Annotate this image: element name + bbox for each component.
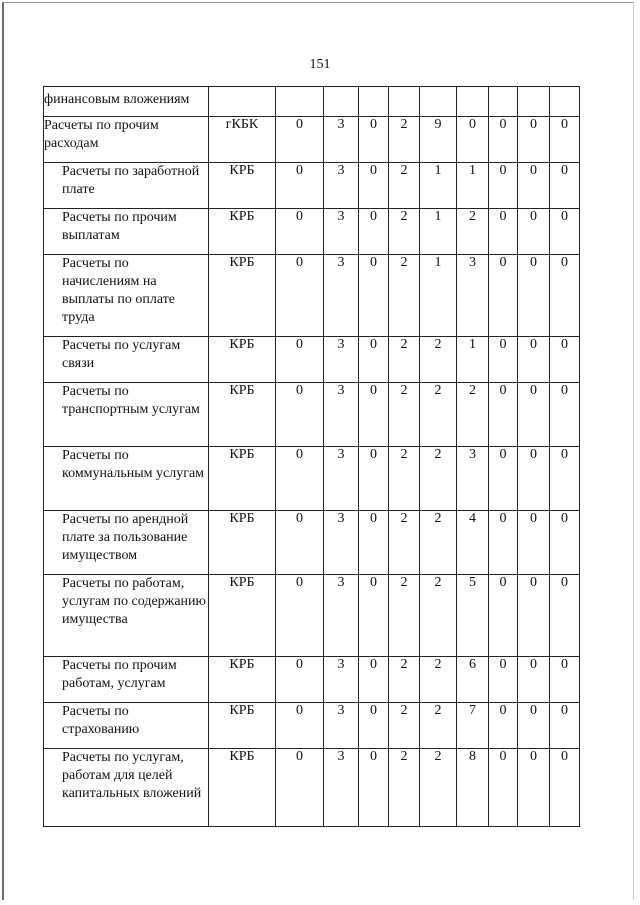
account-digit-1: 0	[276, 163, 324, 209]
table-row	[44, 117, 580, 163]
account-code: КРБ	[209, 163, 276, 209]
account-digit-5	[420, 87, 457, 117]
account-code: гКБК	[209, 117, 276, 163]
account-digit-8: 0	[518, 749, 550, 827]
account-digit-3	[359, 87, 389, 117]
account-digit-7: 0	[489, 575, 518, 657]
account-digit-1: 0	[276, 447, 324, 511]
table-row	[44, 447, 580, 511]
account-digit-3: 0	[359, 703, 389, 749]
account-digit-4: 2	[389, 511, 420, 575]
account-digit-6: 0	[457, 117, 489, 163]
account-digit-1: 0	[276, 703, 324, 749]
table-row	[44, 657, 580, 703]
account-digit-4: 2	[389, 163, 420, 209]
account-digit-8: 0	[518, 383, 550, 447]
account-digit-4: 2	[389, 209, 420, 255]
page-number: 151	[309, 57, 331, 72]
account-digit-1: 0	[276, 511, 324, 575]
account-digit-9: 0	[550, 255, 580, 337]
account-digit-7	[489, 87, 518, 117]
account-digit-1: 0	[276, 255, 324, 337]
account-digit-6: 7	[457, 703, 489, 749]
account-digit-1: 0	[276, 383, 324, 447]
table-row	[44, 749, 580, 827]
account-digit-5: 2	[420, 657, 457, 703]
account-digit-6: 8	[457, 749, 489, 827]
account-name: Расчеты по заработной плате	[44, 163, 209, 209]
account-digit-3: 0	[359, 575, 389, 657]
account-digit-3: 0	[359, 117, 389, 163]
table-row	[44, 337, 580, 383]
account-digit-9: 0	[550, 511, 580, 575]
account-digit-3: 0	[359, 749, 389, 827]
table-row	[44, 87, 580, 117]
account-digit-5: 1	[420, 209, 457, 255]
account-code: КРБ	[209, 575, 276, 657]
account-digit-9: 0	[550, 657, 580, 703]
account-digit-8: 0	[518, 511, 550, 575]
account-digit-2: 3	[324, 447, 359, 511]
account-digit-3: 0	[359, 657, 389, 703]
account-digit-7: 0	[489, 703, 518, 749]
account-digit-5: 2	[420, 383, 457, 447]
table-row	[44, 209, 580, 255]
account-name: финансовым вложениям	[44, 87, 209, 117]
table-row	[44, 511, 580, 575]
account-digit-6: 6	[457, 657, 489, 703]
account-digit-8: 0	[518, 447, 550, 511]
account-code: КРБ	[209, 511, 276, 575]
account-name: Расчеты по арендной плате за пользование имуществом	[44, 511, 209, 575]
account-digit-3: 0	[359, 163, 389, 209]
account-digit-4: 2	[389, 447, 420, 511]
account-digit-2: 3	[324, 255, 359, 337]
account-digit-1: 0	[276, 117, 324, 163]
account-name: Расчеты по начислениям на выплаты по оплате труда	[44, 255, 209, 337]
account-digit-8: 0	[518, 337, 550, 383]
account-digit-8: 0	[518, 657, 550, 703]
account-name: Расчеты по прочим расходам	[44, 117, 209, 163]
account-digit-4: 2	[389, 337, 420, 383]
account-digit-1: 0	[276, 749, 324, 827]
account-digit-4: 2	[389, 255, 420, 337]
account-digit-3: 0	[359, 255, 389, 337]
account-digit-7: 0	[489, 255, 518, 337]
account-name: Расчеты по транспортным услугам	[44, 383, 209, 447]
account-digit-6: 2	[457, 209, 489, 255]
account-digit-8: 0	[518, 575, 550, 657]
account-name: Расчеты по работам, услугам по содержанию имущества	[44, 575, 209, 657]
table-row	[44, 163, 580, 209]
account-digit-6: 3	[457, 255, 489, 337]
account-digit-5: 2	[420, 447, 457, 511]
account-digit-9: 0	[550, 383, 580, 447]
account-digit-8: 0	[518, 209, 550, 255]
account-digit-6: 1	[457, 337, 489, 383]
account-code: КРБ	[209, 749, 276, 827]
account-digit-6: 1	[457, 163, 489, 209]
account-digit-9: 0	[550, 117, 580, 163]
account-digit-8: 0	[518, 163, 550, 209]
account-digit-8: 0	[518, 703, 550, 749]
account-digit-5: 2	[420, 575, 457, 657]
account-code: КРБ	[209, 447, 276, 511]
account-name: Расчеты по прочим работам, услугам	[44, 657, 209, 703]
account-digit-7: 0	[489, 117, 518, 163]
account-digit-5: 2	[420, 749, 457, 827]
account-digit-1: 0	[276, 575, 324, 657]
accounts-table-body	[44, 87, 580, 827]
account-digit-5: 1	[420, 255, 457, 337]
account-digit-2: 3	[324, 511, 359, 575]
account-digit-9: 0	[550, 447, 580, 511]
account-name: Расчеты по услугам, работам для целей капитальных вложений	[44, 749, 209, 827]
account-digit-4: 2	[389, 657, 420, 703]
account-digit-2: 3	[324, 209, 359, 255]
account-digit-5: 9	[420, 117, 457, 163]
account-digit-4: 2	[389, 575, 420, 657]
account-digit-9: 0	[550, 749, 580, 827]
account-digit-4: 2	[389, 383, 420, 447]
account-digit-2: 3	[324, 163, 359, 209]
account-digit-9: 0	[550, 337, 580, 383]
account-digit-4: 2	[389, 117, 420, 163]
account-digit-2: 3	[324, 337, 359, 383]
table-row	[44, 703, 580, 749]
account-digit-9	[550, 87, 580, 117]
account-name: Расчеты по коммунальным услугам	[44, 447, 209, 511]
accounts-table	[43, 86, 580, 827]
account-digit-1: 0	[276, 209, 324, 255]
account-digit-9: 0	[550, 575, 580, 657]
account-digit-6: 5	[457, 575, 489, 657]
account-digit-2: 3	[324, 383, 359, 447]
account-digit-5: 2	[420, 703, 457, 749]
account-digit-7: 0	[489, 383, 518, 447]
account-name: Расчеты по страхованию	[44, 703, 209, 749]
account-digit-4: 2	[389, 703, 420, 749]
account-name: Расчеты по прочим выплатам	[44, 209, 209, 255]
account-digit-3: 0	[359, 511, 389, 575]
account-digit-4	[389, 87, 420, 117]
account-digit-7: 0	[489, 447, 518, 511]
account-digit-3: 0	[359, 209, 389, 255]
account-digit-3: 0	[359, 383, 389, 447]
account-digit-3: 0	[359, 447, 389, 511]
account-digit-7: 0	[489, 657, 518, 703]
account-digit-1: 0	[276, 337, 324, 383]
account-code	[209, 87, 276, 117]
account-digit-7: 0	[489, 511, 518, 575]
account-name: Расчеты по услугам связи	[44, 337, 209, 383]
account-digit-4: 2	[389, 749, 420, 827]
account-digit-5: 1	[420, 163, 457, 209]
account-digit-7: 0	[489, 337, 518, 383]
account-digit-1	[276, 87, 324, 117]
account-digit-3: 0	[359, 337, 389, 383]
account-code: КРБ	[209, 255, 276, 337]
table-row	[44, 383, 580, 447]
account-code: КРБ	[209, 209, 276, 255]
account-digit-2: 3	[324, 703, 359, 749]
table-row	[44, 575, 580, 657]
account-digit-2	[324, 87, 359, 117]
account-code: КРБ	[209, 383, 276, 447]
account-digit-7: 0	[489, 163, 518, 209]
account-digit-9: 0	[550, 163, 580, 209]
table-row	[44, 255, 580, 337]
account-code: КРБ	[209, 337, 276, 383]
account-digit-5: 2	[420, 337, 457, 383]
account-digit-2: 3	[324, 575, 359, 657]
account-digit-2: 3	[324, 657, 359, 703]
account-digit-8: 0	[518, 255, 550, 337]
account-digit-2: 3	[324, 749, 359, 827]
account-digit-1: 0	[276, 657, 324, 703]
account-digit-2: 3	[324, 117, 359, 163]
account-digit-7: 0	[489, 749, 518, 827]
account-digit-6: 3	[457, 447, 489, 511]
account-digit-6: 4	[457, 511, 489, 575]
account-digit-8: 0	[518, 117, 550, 163]
account-code: КРБ	[209, 703, 276, 749]
account-digit-6: 2	[457, 383, 489, 447]
account-digit-5: 2	[420, 511, 457, 575]
account-digit-7: 0	[489, 209, 518, 255]
account-digit-6	[457, 87, 489, 117]
account-code: КРБ	[209, 657, 276, 703]
account-digit-9: 0	[550, 703, 580, 749]
account-digit-8	[518, 87, 550, 117]
account-digit-9: 0	[550, 209, 580, 255]
